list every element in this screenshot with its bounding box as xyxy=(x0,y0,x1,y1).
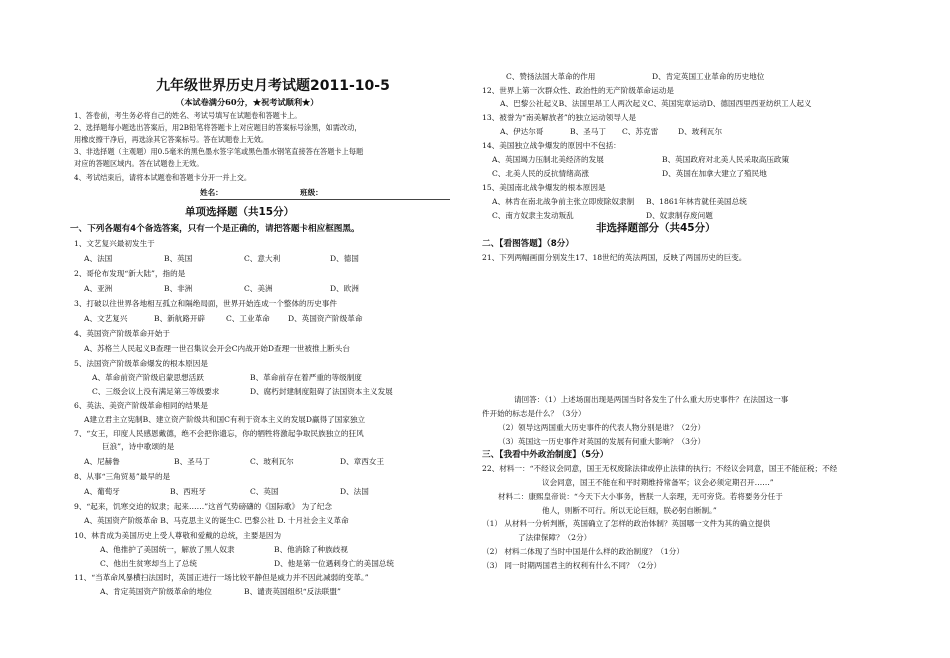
class-label: 班级： xyxy=(300,188,323,197)
q22-sub3: （3） 同一时期两国君主的权利有什么不同？（2分） xyxy=(482,561,662,570)
q11-opt-d: D、肯定英国工业革命的历史地位 xyxy=(652,72,765,81)
section3-header: 三、【我看中外政治制度】（5分） xyxy=(482,450,609,460)
q21-part2: （2）领导这两国重大历史事件的代表人物分别是谁？（2分） xyxy=(498,423,706,432)
q6-options: A建立君主立宪制B、建立资产阶级共和国C有利于资本主义的发展D赢得了国家独立 xyxy=(84,415,366,424)
q11-opt-b: B、谴责英国组织“反法联盟” xyxy=(244,587,341,596)
q22-sub1-cont: 了法律保障？（2分） xyxy=(518,533,592,542)
q22-sub1: （1） 从材料一分析判断，英国确立了怎样的政治体制？英国哪一文件为其的确立提供 xyxy=(482,519,771,528)
q21-part1: 请回答：（1）上述场面出现是两国当时各发生了什么重大历史事件？在法国这一事 xyxy=(514,395,789,404)
q14-opt-c: C、北美人民的反抗情绪高涨 xyxy=(492,169,589,178)
q3-opt-a: A、文艺复兴 xyxy=(84,314,128,323)
q10-opt-a: A、他推护了美国统一，解放了黑人奴隶 xyxy=(100,545,235,554)
instruction-2-cont: 用橡皮擦干净后，再选涂其它答案标号。答在试题卷上无效。 xyxy=(74,135,269,144)
q2-opt-c: C、美洲 xyxy=(244,284,273,293)
q1-opt-d: D、德国 xyxy=(330,254,359,263)
instruction-3-cont: 对应的答题区域内。答在试题卷上无效。 xyxy=(74,159,204,168)
name-label: 姓名： xyxy=(200,188,223,197)
q13-opt-c: C、苏克雷 xyxy=(622,127,659,136)
q15-opt-a: A、林肯在南北战争前主张立即废除奴隶制 xyxy=(492,197,635,206)
q5-opt-d: D、腐朽封建制度阻碍了法国资本主义发展 xyxy=(250,387,393,396)
q13: 13、被誉为“南美解放者”的独立运动领导人是 xyxy=(482,113,637,122)
exam-title: 九年级世界历史月考试题2011-10-5 xyxy=(156,78,390,94)
q1: 1、文艺复兴最初发生于 xyxy=(74,239,155,248)
q8-opt-c: C、英国 xyxy=(250,487,279,496)
q11-opt-c: C、赞扬法国大革命的作用 xyxy=(506,72,596,81)
q3: 3、打破以往世界各地相互孤立和隔绝局面，世界开始连成一个整体的历史事件 xyxy=(74,299,338,308)
section1-desc: 一、下列各题有4个备选答案，只有一个是正确的，请把答题卡相应框图黑。 xyxy=(70,224,360,234)
q5: 5、法国资产阶级革命爆发的根本原因是 xyxy=(74,359,208,368)
q21: 21、下列两幅画面分别发生17、18世纪的英法两国，反映了两国历史的巨变。 xyxy=(482,253,747,262)
q21-part3: （3）英国这一历史事件对英国的发展有何重大影响？（3分） xyxy=(498,437,706,446)
name-class-underline xyxy=(200,199,450,200)
instruction-4: 4、考试结束后，请将本试题卷和答题卡分开一并上交。 xyxy=(74,173,252,182)
q4: 4、英国资产阶级革命开始于 xyxy=(74,329,170,338)
q21-part1-cont: 件开始的标志是什么？（3分） xyxy=(482,409,586,418)
q7: 7、“女王，印度人民感恩戴德，绝不会把你遗忘，你的牺牲将激起争取民族独立的狂风 xyxy=(74,429,364,438)
q2-opt-b: B、非洲 xyxy=(164,284,193,293)
q6: 6、英法、美资产阶级革命相同的结果是 xyxy=(74,401,208,410)
q8-opt-b: B、西班牙 xyxy=(170,487,206,496)
q22-sub2: （2） 材料二体现了当时中国是什么样的政治制度？（1分） xyxy=(482,547,684,556)
q1-opt-a: A、法国 xyxy=(84,254,113,263)
q9-options: A、英国资产阶级革命 B、马克思主义的诞生C. 巴黎公社 D. 十月社会主义革命 xyxy=(84,516,349,525)
q12: 12、世界上第一次群众性、政治性的无产阶级革命运动是 xyxy=(482,86,674,95)
section1-title: 单项选择题（共15分） xyxy=(185,206,295,218)
instruction-2: 2、选择题每小题选出答案后，用2B铅笔将答题卡上对应题目的答案标号涂黑，如需改动， xyxy=(74,123,362,132)
q5-opt-c: C、三级会议上没有满足第三等级要求 xyxy=(92,387,220,396)
q10: 10、林肯成为美国历史上受人尊敬和爱戴的总统，主要是因为 xyxy=(74,531,282,540)
section2-title: 非选择题部分（共45分） xyxy=(596,222,716,234)
q1-opt-b: B、英国 xyxy=(164,254,193,263)
q11: 11、“当革命风暴横扫法国时，英国正进行一场比较平静但是威力并不因此减弱的变革。” xyxy=(74,573,369,582)
q22-material2-cont: 他人，则断不可行。所以无论巨细，朕必躬自断制。” xyxy=(542,506,717,515)
q14-opt-a: A、英国竭力压制北美经济的发展 xyxy=(492,155,604,164)
q5-opt-b: B、革命前存在着严重的等级制度 xyxy=(250,373,362,382)
q8-opt-d: D、法国 xyxy=(340,487,369,496)
q13-opt-b: B、圣马丁 xyxy=(570,127,606,136)
q15-opt-c: C、南方奴隶主发动叛乱 xyxy=(492,211,574,220)
q7-opt-c: C、玻利瓦尔 xyxy=(250,457,294,466)
q7-opt-d: D、章西女王 xyxy=(340,457,385,466)
instruction-3: 3、非选择题（主观题）用0.5毫米的黑色墨水签字笔或黑色墨水钢笔直接答在答题卡上每题 xyxy=(74,147,364,156)
q3-opt-d: D、英国资产阶级革命 xyxy=(288,314,363,323)
q13-opt-a: A、伊达尔哥 xyxy=(500,127,544,136)
q14-opt-d: D、英国在加拿大建立了殖民地 xyxy=(662,169,767,178)
q3-opt-c: C、工业革命 xyxy=(226,314,270,323)
q1-opt-c: C、意大利 xyxy=(244,254,281,263)
q15-opt-b: B、1861年林肯就任美国总统 xyxy=(646,197,747,206)
q7-cont: 巨浪”，诗中歌颂的是 xyxy=(102,442,175,451)
q14-opt-b: B、英国政府对北美人民采取高压政策 xyxy=(662,155,790,164)
q13-opt-d: D、玻利瓦尔 xyxy=(678,127,723,136)
q8: 8、从事“三角贸易”最早的是 xyxy=(74,472,171,481)
q10-opt-b: B、他消除了种族歧视 xyxy=(274,545,348,554)
q7-opt-b: B、圣马丁 xyxy=(174,457,210,466)
q3-opt-b: B、新航路开辟 xyxy=(154,314,206,323)
q10-opt-d: D、他是第一位遇刺身亡的美国总统 xyxy=(274,559,394,568)
exam-subtitle: （本试卷满分60分，★祝考试顺利★） xyxy=(176,97,319,107)
q15-opt-d: D、奴隶制存废问题 xyxy=(646,211,713,220)
q10-opt-c: C、他出生贫寒却当上了总统 xyxy=(100,559,197,568)
q2-opt-d: D、欧洲 xyxy=(330,284,359,293)
q14: 14、美国独立战争爆发的原因中不包括： xyxy=(482,141,621,150)
q22-material1-cont: 议会同意，国王不能在和平时期维持常备军；议会必须定期召开……” xyxy=(542,478,774,487)
q22-material1: 22、材料一：“不经议会同意，国王无权废除法律或停止法律的执行；不经议会同意，国王不能征税；不经 xyxy=(482,464,838,473)
q4-options: A、苏格兰人民起义B查理一世召集议会开会C内战开始D查理一世被推上断头台 xyxy=(84,344,350,353)
q22-material2: 材料二：康熙皇帝说：“今天下大小事务，皆朕一人亲理，无可旁贷。若将要务分任于 xyxy=(498,492,783,501)
q7-opt-a: A、尼赫鲁 xyxy=(84,457,120,466)
q8-opt-a: A、葡萄牙 xyxy=(84,487,120,496)
q15: 15、美国南北战争爆发的根本原因是 xyxy=(482,183,606,192)
q2: 2、哥伦布发现“新大陆”，指的是 xyxy=(74,269,186,278)
q9: 9、“起来，饥寒交迫的奴隶；起来……”这首气势磅礴的《国际歌》 为了纪念 xyxy=(74,502,333,511)
q2-opt-a: A、亚洲 xyxy=(84,284,113,293)
q5-opt-a: A、革命前资产阶级启蒙思想活跃 xyxy=(92,373,204,382)
instruction-1: 1、答卷前，考生务必将自己的姓名、考试号填写在试题卷和答题卡上。 xyxy=(74,111,302,120)
q12-options: A、巴黎公社起义B、法国里昂工人两次起义C、英国宪章运动D、德国西里西亚纺织工人起义 xyxy=(500,99,812,108)
q11-opt-a: A、肯定英国资产阶级革命的地位 xyxy=(100,587,212,596)
section2-header: 二、【看图答题】（8分） xyxy=(482,239,574,249)
